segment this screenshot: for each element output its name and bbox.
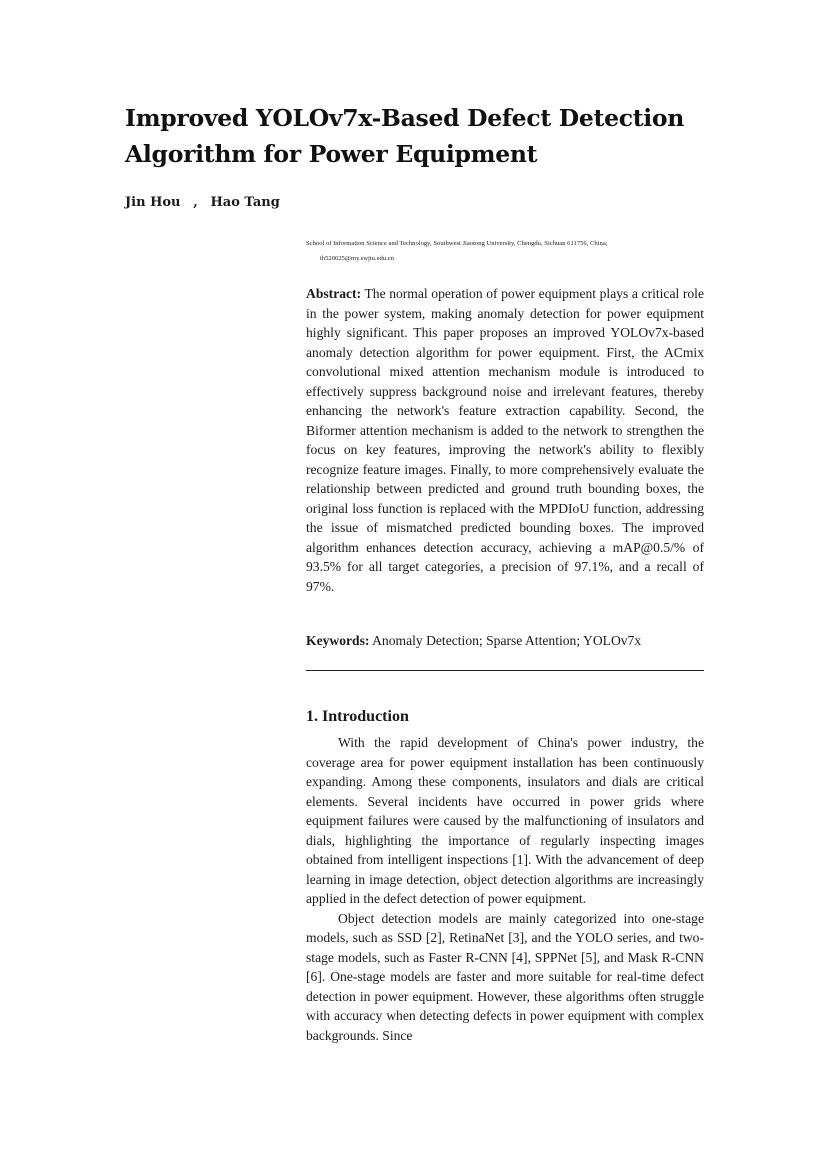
paper-title-line-2: Algorithm for Power Equipment	[125, 140, 538, 168]
keywords-text: Anomaly Detection; Sparse Attention; YOLOv7x	[372, 633, 642, 648]
author-separator: ,	[193, 195, 198, 210]
section-heading-introduction: 1. Introduction	[306, 708, 409, 725]
author-jin-hou: Jin Hou	[125, 195, 181, 210]
paper-title	[125, 100, 725, 172]
author-email: th520625@my.swjtu.edu.cn	[320, 255, 394, 262]
author-hao-tang: Hao Tang	[210, 195, 280, 210]
author-list	[125, 194, 280, 212]
author-affiliation: School of Information Science and Technology, Southwest Jiaotong University, Chengdu, Sichuan 611756, China;	[306, 240, 608, 247]
paper-title-line-1: Improved YOLOv7x-Based Defect Detection	[125, 104, 685, 132]
introduction-body	[306, 733, 704, 1045]
section-divider	[306, 670, 704, 671]
keywords-block	[306, 631, 704, 651]
abstract-label: Abstract:	[306, 286, 362, 301]
keywords-label: Keywords:	[306, 633, 370, 648]
abstract-block	[306, 284, 704, 596]
abstract-text: The normal operation of power equipment plays a critical role in the power system, making anomaly detection for power equipment highly significant. This paper proposes an improved YOLOv7x-based anomaly detection algorithm for power equipment. First, the ACmix convolutional mixed attention mechanism module is introduced to effectively suppress background noise and irrelevant features, thereby enhancing the network's feature extraction capability. Second, the Biformer attention mechanism is added to the network to strengthen the focus on key features, improving the network's ability to flexibly recognize feature images. Finally, to more comprehensively evaluate the relationship between predicted and ground truth bounding boxes, the original loss function is replaced with the MPDIoU function, addressing the issue of mismatched predicted bounding boxes. The improved algorithm enhances detection accuracy, achieving a mAP@0.5/% of 93.5% for all target categories, a precision of 97.1%, and a recall of 97%.	[306, 286, 704, 594]
introduction-paragraph: Object detection models are mainly categorized into one-stage models, such as SSD [2], RetinaNet [3], and the YOLO series, and two-stage models, such as Faster R-CNN [4], SPPNet [5], and Mask R-CNN [6]. One-stage models are faster and more suitable for real-time defect detection in power equipment. However, these algorithms often struggle with accuracy when detecting defects in power equipment with complex backgrounds. Since	[306, 910, 704, 1043]
introduction-paragraph: With the rapid development of China's power industry, the coverage area for power equipment installation has been continuously expanding. Among these components, insulators and dials are critical elements. Several incidents have occurred in power grids where equipment failures were caused by the malfunctioning of insulators and dials, highlighting the importance of regularly inspecting images obtained from intelligent inspections [1]. With the advancement of deep learning in image detection, object detection algorithms are increasingly applied in the defect detection of power equipment.	[306, 735, 704, 906]
